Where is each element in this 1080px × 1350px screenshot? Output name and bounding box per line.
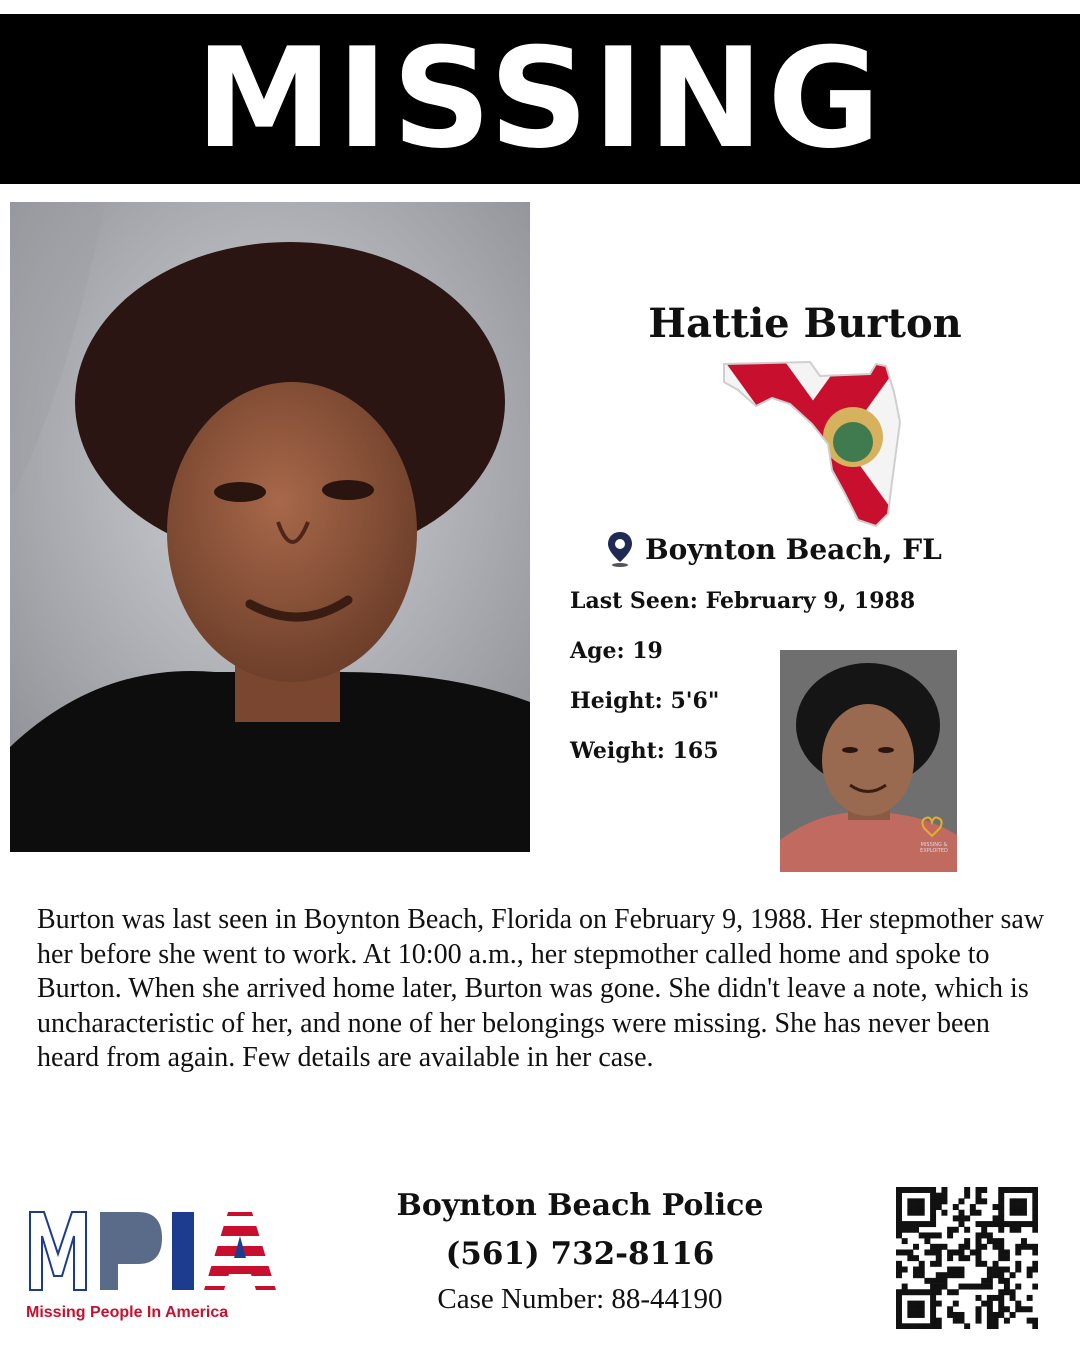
case-number-label: Case Number: <box>437 1283 605 1315</box>
case-number <box>380 1283 780 1316</box>
height-label: Height: <box>570 688 663 714</box>
map-pin-icon <box>605 530 635 568</box>
person-name: Hattie Burton <box>648 300 962 347</box>
logo-tagline: Missing People In America <box>26 1304 229 1321</box>
height-value: 5'6" <box>670 688 720 714</box>
main-photo <box>10 202 530 852</box>
age-value: 19 <box>632 638 663 664</box>
last-seen-value: February 9, 1988 <box>705 588 916 614</box>
age-label: Age: <box>570 638 625 664</box>
age-progressed-photo <box>780 650 957 872</box>
weight-label: Weight: <box>570 738 665 764</box>
case-description: Burton was last seen in Boynton Beach, Florida on February 9, 1988. Her stepmother saw her before she went to work. At 10:00 a.m., her stepmother called home and spoke to Burton. When she arrived home later, Burton was gone. She didn't leave a note, which is uncharacteristic of her, and none of her belongings were missing. She has never been heard from again. Few details are available in her case. <box>37 904 1045 1073</box>
last-seen-label: Last Seen: <box>570 588 698 614</box>
aged-photo-watermark: MISSING & EXPLOITED <box>920 842 948 854</box>
missing-banner <box>0 14 1080 184</box>
banner-title: MISSING <box>195 18 885 179</box>
location-text: Boynton Beach, FL <box>645 532 942 566</box>
location <box>605 530 942 568</box>
florida-map-flag <box>718 352 908 532</box>
weight <box>570 738 719 764</box>
last-seen <box>570 588 915 614</box>
mpia-logo <box>26 1206 276 1326</box>
weight-value: 165 <box>672 738 719 764</box>
agency-name: Boynton Beach Police <box>396 1188 764 1223</box>
agency-phone[interactable]: (561) 732-8116 <box>445 1236 715 1272</box>
case-number-value: 88-44190 <box>611 1283 723 1315</box>
qr-code[interactable] <box>896 1187 1038 1329</box>
age <box>570 638 663 664</box>
height <box>570 688 719 714</box>
